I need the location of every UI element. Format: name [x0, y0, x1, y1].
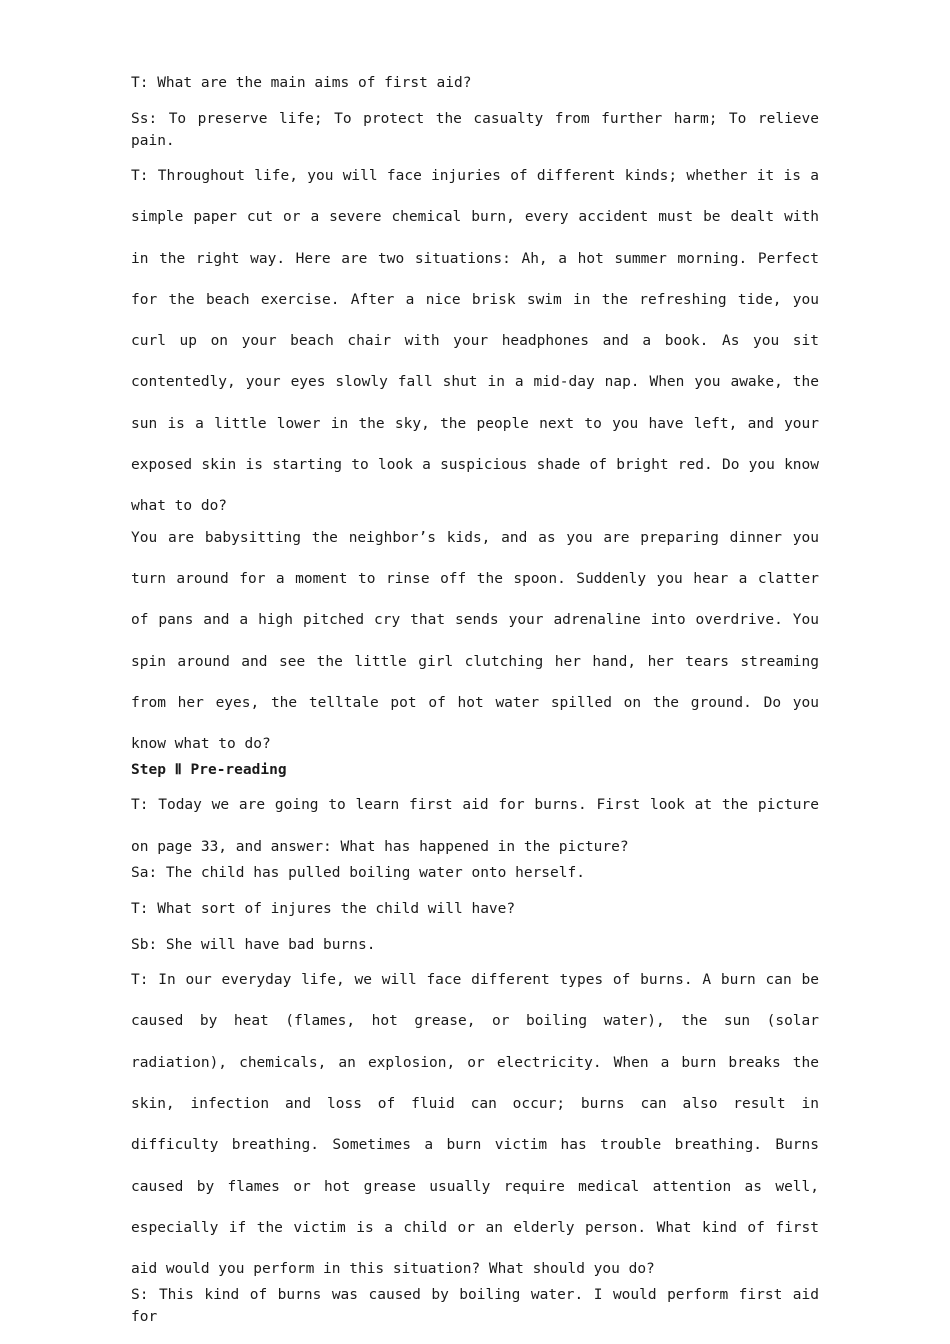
teacher-situation-beach: T: Throughout life, you will face injuries of different kinds; whether it is a simple paper cut or a severe chemical burn, every accident must be dealt with in the right way. Here are two situations: Ah, a hot summer morning. Perfect for the beach exercise. After a nice brisk swim in the refreshing tide, you curl up on your beach chair with your headphones and a book. As you sit contentedly, your eyes slowly fall shut in a mid-day nap. When you awake, the sun is a little lower in the sky, the people next to you have left, and your exposed skin is starting to look a suspicious shade of bright red. Do you know what to do? [131, 168, 819, 515]
teacher-question-aims: T: What are the main aims of first aid? [131, 75, 472, 91]
students-answer-aims: Ss: To preserve life; To protect the casualty from further harm; To relieve pain. [131, 111, 819, 149]
teacher-injury-question: T: What sort of injures the child will have? [131, 901, 516, 918]
teacher-picture-question: T: Today we are going to learn first aid for burns. First look at the picture on page 33, and answer: What has happened in the picture? [131, 797, 819, 855]
teacher-burn-types: T: In our everyday life, we will face different types of burns. A burn can be caused by heat (flames, hot grease, or boiling water), the sun (solar radiation), chemicals, an explosion, or electricity. When a burn breaks the skin, infection and loss of fluid can occur; burns can also result in difficulty breathing. Sometimes a burn victim has trouble breathing. Burns caused by flames or hot grease usually require medical attention as well, especially if the victim is a child or an elderly person. What kind of first aid would you perform in this situation? What should you do? [131, 972, 819, 1278]
student-first-aid-answer: S: This kind of burns was caused by boiling water. I would perform first aid for [131, 1287, 819, 1326]
student-a-answer: Sa: The child has pulled boiling water onto herself. [131, 865, 585, 882]
document-page [131, 72, 819, 1342]
situation-babysitting: You are babysitting the neighbor’s kids, and as you are preparing dinner you turn around for a moment to rinse off the spoon. Suddenly you hear a clatter of pans and a high pitched cry that sends your adrenaline into overdrive. You spin around and see the little girl clutching her hand, her tears streaming from her eyes, the telltale pot of hot water spilled on the ground. Do you know what to do? [131, 529, 819, 753]
student-b-answer: Sb: She will have bad burns. [131, 937, 376, 954]
step-heading-pre-reading: Step Ⅱ Pre-reading [131, 762, 287, 779]
